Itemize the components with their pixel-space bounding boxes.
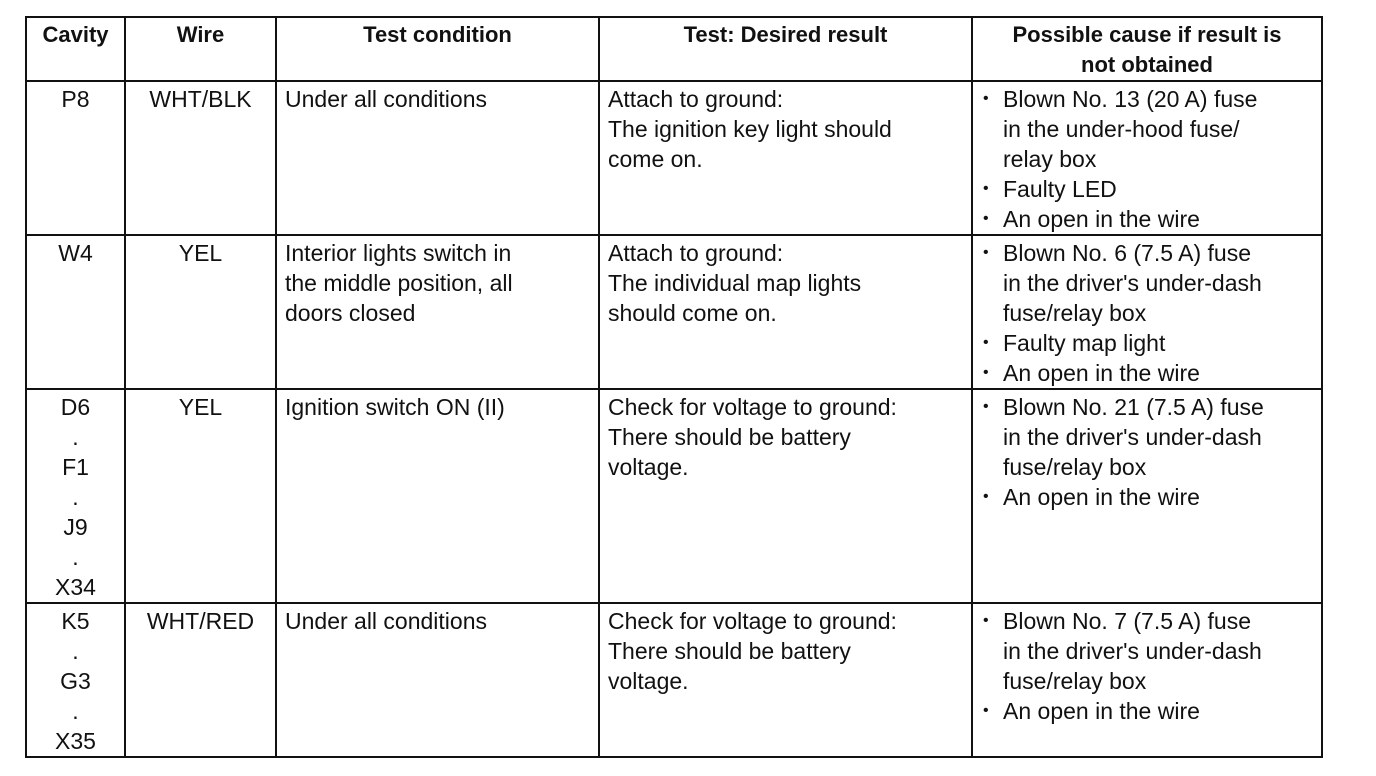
cavity-separator: . [72, 698, 79, 724]
result-line: Attach to ground: [608, 240, 784, 266]
cause-item [981, 392, 1313, 482]
cause-list [981, 392, 1313, 512]
cause-cell [972, 603, 1322, 757]
condition-line: Under all conditions [285, 86, 488, 112]
cause-line: in the under-hood fuse/ [1003, 116, 1240, 142]
header-desired-result: Test: Desired result [599, 17, 972, 81]
cause-line: relay box [1003, 146, 1097, 172]
cause-cell [972, 235, 1322, 389]
bullet-icon: • [983, 90, 989, 107]
header-wire: Wire [125, 17, 276, 81]
table-row [26, 81, 1322, 235]
bullet-icon: • [983, 334, 989, 351]
wire-cell: YEL [125, 235, 276, 389]
cavity-value: J9 [63, 514, 88, 540]
bullet-icon: • [983, 398, 989, 415]
header-cavity: Cavity [26, 17, 125, 81]
cause-list [981, 238, 1313, 388]
header-test-condition: Test condition [276, 17, 599, 81]
cause-line: fuse/relay box [1003, 668, 1147, 694]
condition-line: Under all conditions [285, 608, 488, 634]
bullet-icon: • [983, 488, 989, 505]
cause-list [981, 606, 1313, 726]
wire-cell: YEL [125, 389, 276, 603]
result-line: The individual map lights [608, 270, 862, 296]
bullet-icon: • [983, 612, 989, 629]
result-line: should come on. [608, 300, 777, 326]
cause-line: An open in the wire [1003, 698, 1200, 724]
cavity-separator: . [72, 484, 79, 510]
result-cell [599, 235, 972, 389]
result-line: Check for voltage to ground: [608, 608, 897, 634]
result-cell [599, 603, 972, 757]
cause-item [981, 696, 1313, 726]
cause-line: fuse/relay box [1003, 454, 1147, 480]
condition-cell [276, 603, 599, 757]
cavity-value: X34 [55, 574, 96, 600]
cause-item [981, 606, 1313, 696]
cause-line: Blown No. 6 (7.5 A) fuse [1003, 240, 1252, 266]
result-line: Check for voltage to ground: [608, 394, 897, 420]
cause-item [981, 238, 1313, 328]
cause-line: Blown No. 13 (20 A) fuse [1003, 86, 1258, 112]
cause-line: Faulty LED [1003, 176, 1117, 202]
cause-item [981, 482, 1313, 512]
cause-cell [972, 389, 1322, 603]
result-line: There should be battery [608, 638, 851, 664]
header-row [26, 17, 1322, 81]
condition-cell [276, 235, 599, 389]
cause-item [981, 358, 1313, 388]
cause-item [981, 174, 1313, 204]
result-cell [599, 389, 972, 603]
cavity-value: K5 [61, 608, 90, 634]
result-line: voltage. [608, 668, 689, 694]
header-possible-cause-line-2: not obtained [1081, 52, 1213, 77]
cavity-value: F1 [62, 454, 89, 480]
cause-line: An open in the wire [1003, 360, 1200, 386]
bullet-icon: • [983, 364, 989, 381]
cavity-cell [26, 235, 125, 389]
cause-item [981, 328, 1313, 358]
wire-cell: WHT/RED [125, 603, 276, 757]
cavity-cell [26, 389, 125, 603]
cavity-value: X35 [55, 728, 96, 754]
result-line: There should be battery [608, 424, 851, 450]
condition-line: the middle position, all [285, 270, 513, 296]
cause-line: An open in the wire [1003, 484, 1200, 510]
bullet-icon: • [983, 180, 989, 197]
table-row [26, 235, 1322, 389]
condition-cell [276, 389, 599, 603]
header-possible-cause-line-1: Possible cause if result is [1012, 22, 1282, 47]
cavity-value: D6 [60, 394, 91, 420]
cavity-separator: . [72, 424, 79, 450]
cavity-separator: . [72, 638, 79, 664]
cause-line: Faulty map light [1003, 330, 1166, 356]
condition-line: doors closed [285, 300, 416, 326]
table-row [26, 603, 1322, 757]
cause-line: An open in the wire [1003, 206, 1200, 232]
cause-line: fuse/relay box [1003, 300, 1147, 326]
result-line: come on. [608, 146, 703, 172]
condition-cell [276, 81, 599, 235]
result-line: The ignition key light should [608, 116, 892, 142]
bullet-icon: • [983, 702, 989, 719]
bullet-icon: • [983, 210, 989, 227]
result-cell [599, 81, 972, 235]
cause-line: Blown No. 21 (7.5 A) fuse [1003, 394, 1264, 420]
cause-list [981, 84, 1313, 234]
cavity-value: W4 [58, 240, 93, 266]
cavity-cell [26, 81, 125, 235]
cause-line: Blown No. 7 (7.5 A) fuse [1003, 608, 1252, 634]
header-possible-cause [972, 17, 1322, 81]
result-line: Attach to ground: [608, 86, 784, 112]
cavity-value: P8 [61, 86, 90, 112]
cause-item [981, 204, 1313, 234]
cause-cell [972, 81, 1322, 235]
wire-cell: WHT/BLK [125, 81, 276, 235]
result-line: voltage. [608, 454, 689, 480]
cavity-separator: . [72, 544, 79, 570]
cause-item [981, 84, 1313, 174]
table-row [26, 389, 1322, 603]
cause-line: in the driver's under-dash [1003, 270, 1262, 296]
bullet-icon: • [983, 244, 989, 261]
cause-line: in the driver's under-dash [1003, 638, 1262, 664]
cavity-cell [26, 603, 125, 757]
cause-line: in the driver's under-dash [1003, 424, 1262, 450]
condition-line: Ignition switch ON (II) [285, 394, 505, 420]
cavity-value: G3 [60, 668, 91, 694]
diagnostic-table [25, 16, 1323, 758]
condition-line: Interior lights switch in [285, 240, 512, 266]
